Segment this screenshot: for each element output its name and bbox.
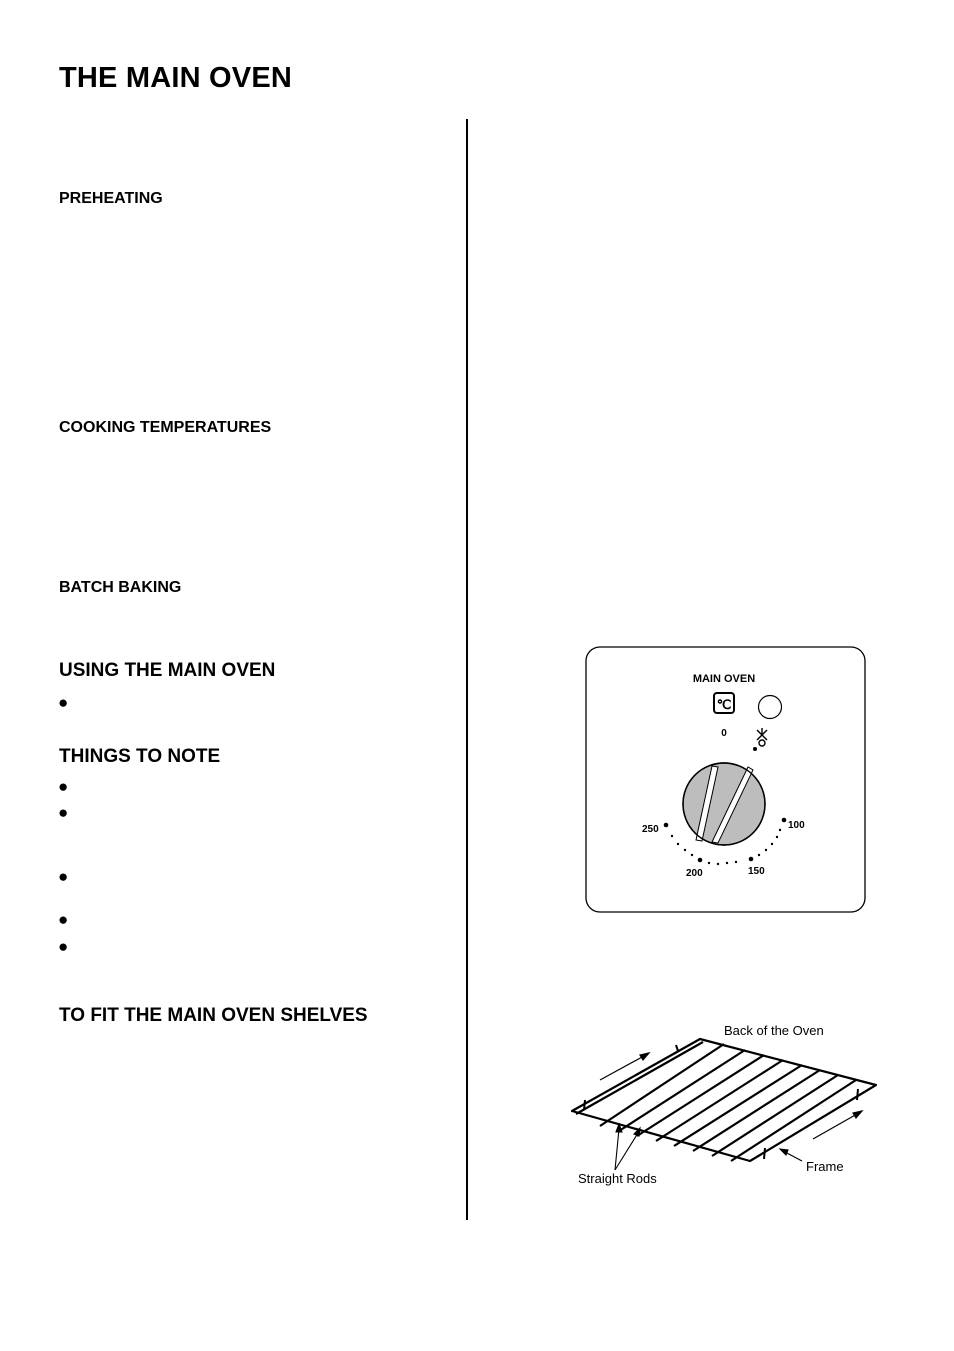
main-oven-control-panel	[584, 645, 868, 915]
heading-using-main-oven: USING THE MAIN OVEN	[59, 660, 276, 681]
push-direction-arrow-right	[813, 1111, 862, 1139]
heading-fit-shelves: TO FIT THE MAIN OVEN SHELVES	[59, 1005, 368, 1026]
column-divider	[466, 119, 468, 1220]
label-back-of-oven: Back of the Oven	[724, 1023, 824, 1038]
bullet-note-2: ●	[58, 803, 69, 822]
oven-shelf-diagram	[560, 1015, 890, 1200]
frame-pointer	[780, 1149, 802, 1161]
page-title: THE MAIN OVEN	[59, 62, 292, 94]
indicator-light-icon	[759, 696, 782, 719]
control-knob-icon[interactable]	[683, 763, 765, 845]
bullet-using-1: ●	[58, 693, 69, 712]
bullet-note-3: ●	[58, 867, 69, 886]
scale-label-100: 100	[788, 820, 805, 831]
bullet-note-4: ●	[58, 910, 69, 929]
heading-cooking-temperatures: COOKING TEMPERATURES	[59, 419, 272, 436]
control-panel-label: MAIN OVEN	[692, 673, 756, 685]
label-straight-rods: Straight Rods	[578, 1171, 657, 1186]
label-frame: Frame	[806, 1159, 844, 1174]
thermostat-celsius-icon	[714, 693, 734, 713]
scale-label-200: 200	[686, 868, 703, 879]
bullet-note-1: ●	[58, 777, 69, 796]
heading-batch-baking: BATCH BAKING	[59, 579, 182, 596]
rods-pointer	[615, 1124, 640, 1170]
scale-label-250: 250	[642, 824, 659, 835]
bullet-note-5: ●	[58, 937, 69, 956]
svg-text:℃: ℃	[716, 697, 732, 712]
heading-things-to-note: THINGS TO NOTE	[59, 746, 221, 767]
heading-preheating: PREHEATING	[59, 190, 163, 207]
zero-mark: 0	[721, 728, 727, 739]
scale-label-150: 150	[748, 866, 765, 877]
straight-rods	[600, 1044, 856, 1161]
